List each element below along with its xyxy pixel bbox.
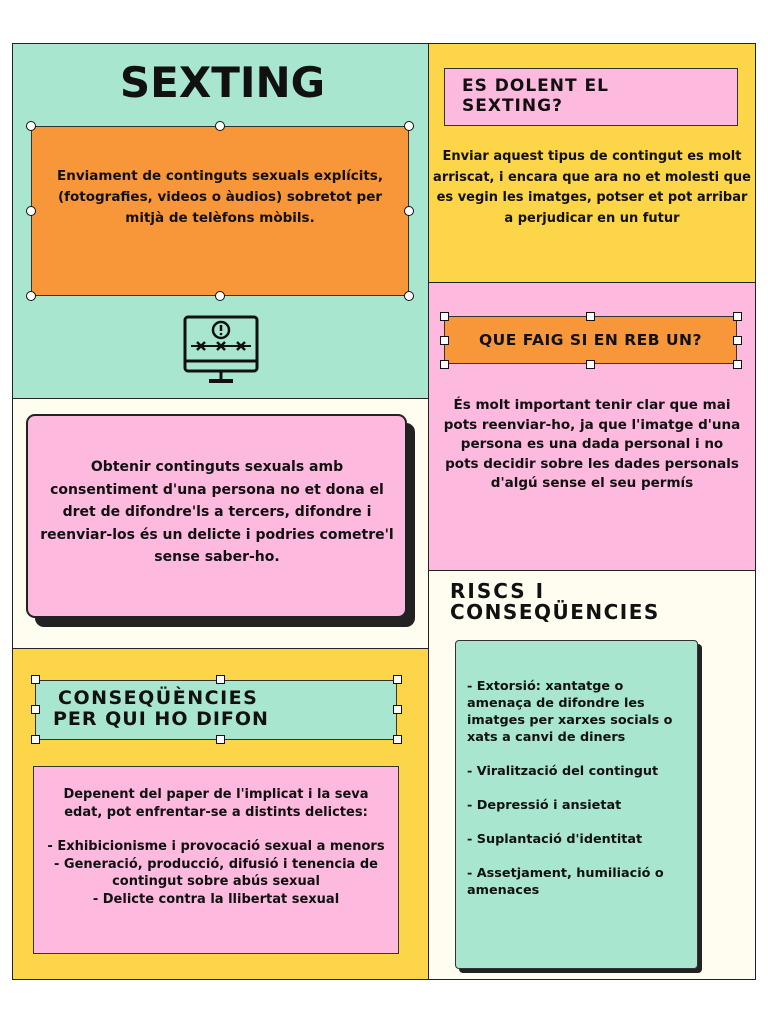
definition-text: Enviament de continguts sexuals explícits, (fotografies, videos o àudios) sobretot per mitjà de telèfons mòbils.	[57, 168, 383, 226]
consequencies-intro: Depenent del paper de l'implicat i la seva edat, pot enfrentar-se a distints delictes:	[63, 787, 369, 820]
resize-handle	[393, 675, 402, 684]
resize-handle	[586, 360, 595, 369]
list-item: - Viralització del contingut	[467, 764, 659, 779]
resize-handle	[733, 360, 742, 369]
consequencies-title-line2: PER QUI HO DIFON	[53, 708, 269, 730]
resize-handle	[215, 121, 225, 131]
resize-handle	[404, 121, 414, 131]
resize-handle	[216, 735, 225, 744]
resize-handle	[404, 206, 414, 216]
riscs-list	[467, 678, 689, 899]
list-item: - Generació, producció, difusió i tenencia de contingut sobre abús sexual	[54, 856, 378, 889]
resize-handle	[440, 360, 449, 369]
resize-handle	[216, 675, 225, 684]
page-title: SEXTING	[119, 58, 326, 107]
list-item: - Depressió i ansietat	[467, 798, 622, 813]
resize-handle	[733, 312, 742, 321]
resize-handle	[31, 735, 40, 744]
riscs-title-line2: CONSEQÜENCIES	[450, 600, 660, 624]
consentiment-text: Obtenir continguts sexuals amb consentiment d'una persona no et dona el dret de difondre'ls a tercers, difondre i reenviar-los és un delicte i podries cometre'l sense saber-ho.	[40, 459, 394, 565]
list-item: - Extorsió: xantatge o amenaça de difondre les imatges per xarxes socials o xats a canvi de diners	[467, 679, 673, 745]
list-item: - Delicte contra la llibertat sexual	[92, 891, 340, 907]
consequencies-content	[44, 786, 388, 908]
resize-handle	[215, 291, 225, 301]
que-faig-title: QUE FAIG SI EN REB UN?	[478, 331, 702, 349]
resize-handle	[26, 206, 36, 216]
resize-handle	[26, 291, 36, 301]
consequencies-title-line1: CONSEQÜÈNCIES	[58, 687, 259, 709]
computer-warning-icon	[181, 313, 261, 387]
riscs-title-line1: RISCS I	[450, 579, 546, 603]
resize-handle	[586, 312, 595, 321]
resize-handle	[31, 705, 40, 714]
es-dolent-text: Enviar aquest tipus de contingut es molt arriscat, i encara que ara no et molesti que es vegin les imatges, potser et pot arribar a perjudicar en un futur	[433, 149, 751, 226]
list-item: - Assetjament, humiliació o amenaces	[467, 866, 664, 898]
list-item: - Suplantació d'identitat	[467, 832, 643, 847]
resize-handle	[404, 291, 414, 301]
list-item: - Exhibicionisme i provocació sexual a menors	[47, 839, 385, 854]
resize-handle	[31, 675, 40, 684]
resize-handle	[393, 705, 402, 714]
que-faig-text: És molt important tenir clar que mai pots reenviar-ho, ja que l'imatge d'una persona es una dada personal i no pots decidir sobre les dades personals d'algú sense el seu permís	[443, 397, 741, 491]
resize-handle	[26, 121, 36, 131]
es-dolent-title: ES DOLENT EL SEXTING?	[462, 76, 609, 116]
resize-handle	[440, 312, 449, 321]
resize-handle	[393, 735, 402, 744]
